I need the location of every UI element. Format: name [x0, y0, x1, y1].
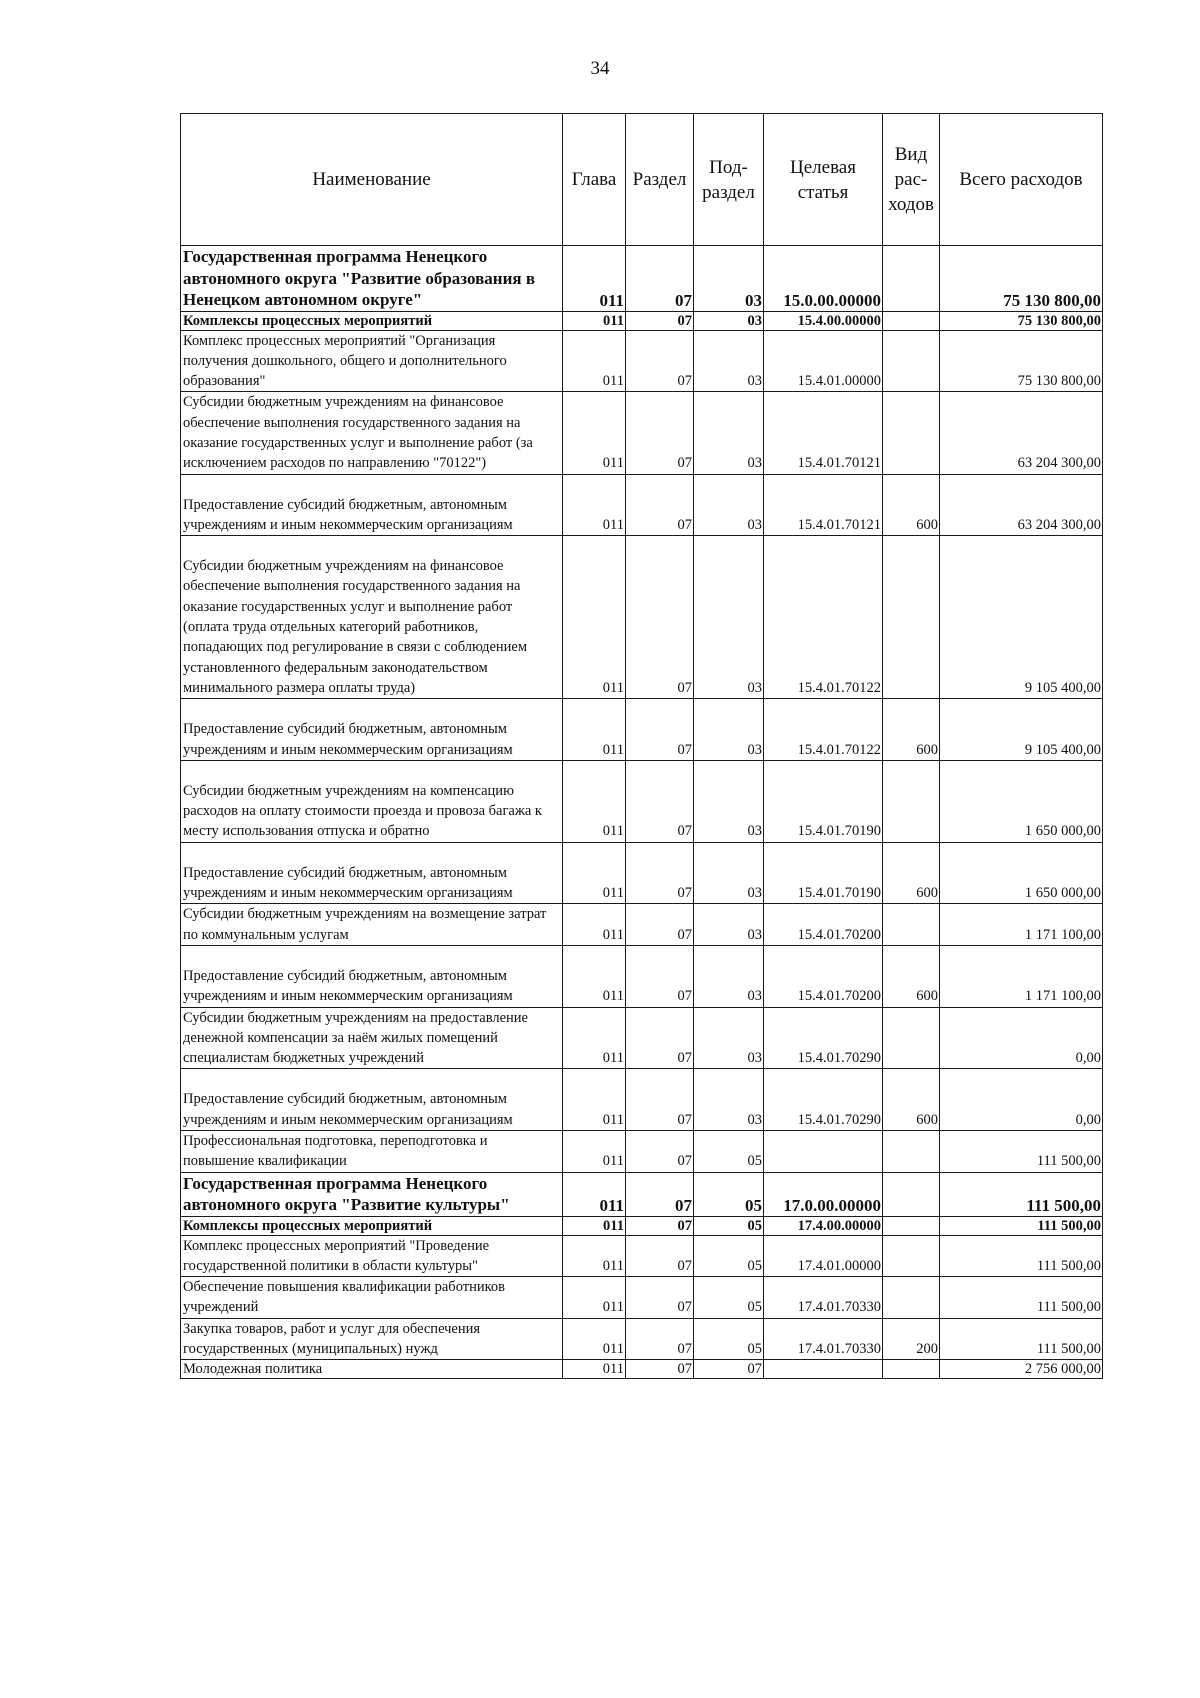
row-razdel: 07	[626, 1069, 694, 1131]
row-razdel: 07	[626, 945, 694, 1007]
row-glava: 011	[563, 311, 626, 330]
row-name-text: Предоставление субсидий бюджетным, автономным учреждениям и иным некоммерческим организациям	[183, 967, 513, 1005]
row-celevaya-statya: 15.4.00.00000	[764, 311, 883, 330]
row-celevaya-statya: 17.4.00.00000	[764, 1216, 883, 1235]
row-celevaya-statya	[764, 1131, 883, 1173]
header-glava: Глава	[563, 114, 626, 246]
row-total: 111 500,00	[940, 1216, 1103, 1235]
row-podrazdel: 03	[694, 536, 764, 699]
row-spacer	[183, 843, 561, 863]
row-vid-rashodov	[883, 1277, 940, 1319]
row-name	[181, 536, 563, 699]
row-razdel: 07	[626, 1172, 694, 1216]
row-celevaya-statya: 15.0.00.00000	[764, 246, 883, 312]
row-name-text: Предоставление субсидий бюджетным, автономным учреждениям и иным некоммерческим организациям	[183, 721, 513, 758]
row-podrazdel: 05	[694, 1235, 764, 1277]
row-name	[181, 945, 563, 1007]
table-row	[181, 330, 1103, 392]
header-razdel: Раздел	[626, 114, 694, 246]
header-total: Всего расходов	[940, 114, 1103, 246]
row-name	[181, 760, 563, 842]
table-row	[181, 1318, 1103, 1360]
row-glava: 011	[563, 699, 626, 761]
row-celevaya-statya: 15.4.01.70121	[764, 474, 883, 536]
row-razdel: 07	[626, 1318, 694, 1360]
row-razdel: 07	[626, 1235, 694, 1277]
table-header-row	[181, 114, 1103, 246]
row-podrazdel: 07	[694, 1360, 764, 1379]
row-name	[181, 474, 563, 536]
row-name-text: Субсидии бюджетным учреждениям на финансовое обеспечение выполнения государственного задания на оказание государственных услуг и выполнение работ (оплата труда отдельных категорий работников, попадающих под регулирование в связи с соблюдением установленного федеральным законодательством минимального размера оплаты труда)	[183, 558, 528, 696]
table-row	[181, 474, 1103, 536]
row-podrazdel: 03	[694, 1069, 764, 1131]
table-row	[181, 1172, 1103, 1216]
row-celevaya-statya: 15.4.01.00000	[764, 330, 883, 392]
row-glava: 011	[563, 842, 626, 904]
header-vid-rashodov: Вид рас-ходов	[883, 114, 940, 246]
row-celevaya-statya: 17.4.01.70330	[764, 1277, 883, 1319]
row-razdel: 07	[626, 392, 694, 474]
row-name	[181, 699, 563, 761]
row-spacer	[183, 946, 561, 966]
row-podrazdel: 05	[694, 1131, 764, 1173]
row-spacer	[183, 536, 561, 556]
row-razdel: 07	[626, 536, 694, 699]
row-podrazdel: 03	[694, 1007, 764, 1069]
row-name-text: Субсидии бюджетным учреждениям на компенсацию расходов на оплату стоимости проезда и провоза багажа к месту использования отпуска и обратно	[183, 782, 542, 840]
row-podrazdel: 03	[694, 392, 764, 474]
row-razdel: 07	[626, 760, 694, 842]
header-celevaya-statya: Целевая статья	[764, 114, 883, 246]
row-total: 1 171 100,00	[940, 945, 1103, 1007]
row-total: 111 500,00	[940, 1277, 1103, 1319]
row-celevaya-statya: 15.4.01.70122	[764, 699, 883, 761]
budget-table	[180, 113, 1103, 1379]
row-vid-rashodov	[883, 392, 940, 474]
row-total: 63 204 300,00	[940, 392, 1103, 474]
row-podrazdel: 05	[694, 1277, 764, 1319]
row-razdel: 07	[626, 330, 694, 392]
row-total: 111 500,00	[940, 1235, 1103, 1277]
row-total: 2 756 000,00	[940, 1360, 1103, 1379]
row-podrazdel: 03	[694, 904, 764, 946]
row-glava: 011	[563, 1131, 626, 1173]
row-name: Молодежная политика	[181, 1360, 563, 1379]
row-total: 63 204 300,00	[940, 474, 1103, 536]
row-celevaya-statya: 15.4.01.70290	[764, 1069, 883, 1131]
row-podrazdel: 05	[694, 1318, 764, 1360]
row-podrazdel: 05	[694, 1216, 764, 1235]
row-name	[181, 842, 563, 904]
row-name: Комплекс процессных мероприятий "Организация получения дошкольного, общего и дополнительного образования"	[181, 330, 563, 392]
row-vid-rashodov	[883, 246, 940, 312]
row-name: Субсидии бюджетным учреждениям на предоставление денежной компенсации за наём жилых помещений специалистам бюджетных учреждений	[181, 1007, 563, 1069]
row-total: 9 105 400,00	[940, 699, 1103, 761]
row-total: 1 171 100,00	[940, 904, 1103, 946]
row-glava: 011	[563, 1277, 626, 1319]
row-name: Обеспечение повышения квалификации работников учреждений	[181, 1277, 563, 1319]
row-name: Государственная программа Ненецкого автономного округа "Развитие культуры"	[181, 1172, 563, 1216]
row-name: Комплексы процессных мероприятий	[181, 311, 563, 330]
row-glava: 011	[563, 1007, 626, 1069]
row-name-text: Предоставление субсидий бюджетным, автономным учреждениям и иным некоммерческим организациям	[183, 864, 513, 902]
table-row	[181, 1007, 1103, 1069]
row-vid-rashodov: 600	[883, 474, 940, 536]
row-vid-rashodov	[883, 1360, 940, 1379]
row-celevaya-statya: 15.4.01.70121	[764, 392, 883, 474]
row-vid-rashodov	[883, 1216, 940, 1235]
row-celevaya-statya: 15.4.01.70200	[764, 945, 883, 1007]
row-spacer	[183, 475, 561, 495]
row-name: Комплексы процессных мероприятий	[181, 1216, 563, 1235]
table-row	[181, 536, 1103, 699]
row-name: Государственная программа Ненецкого автономного округа "Развитие образования в Ненецком автономном округе"	[181, 246, 563, 312]
table-row	[181, 1131, 1103, 1173]
row-total: 1 650 000,00	[940, 760, 1103, 842]
row-podrazdel: 03	[694, 246, 764, 312]
row-podrazdel: 05	[694, 1172, 764, 1216]
row-vid-rashodov	[883, 760, 940, 842]
row-celevaya-statya: 15.4.01.70200	[764, 904, 883, 946]
table-row	[181, 1277, 1103, 1319]
row-celevaya-statya	[764, 1360, 883, 1379]
row-razdel: 07	[626, 474, 694, 536]
row-glava: 011	[563, 246, 626, 312]
row-glava: 011	[563, 1172, 626, 1216]
row-spacer	[183, 1069, 561, 1089]
row-name: Субсидии бюджетным учреждениям на возмещение затрат по коммунальным услугам	[181, 904, 563, 946]
table-row	[181, 246, 1103, 312]
row-vid-rashodov: 600	[883, 1069, 940, 1131]
row-total: 75 130 800,00	[940, 246, 1103, 312]
row-celevaya-statya: 15.4.01.70290	[764, 1007, 883, 1069]
row-glava: 011	[563, 474, 626, 536]
table-row	[181, 1360, 1103, 1379]
row-vid-rashodov	[883, 311, 940, 330]
row-celevaya-statya: 17.4.01.70330	[764, 1318, 883, 1360]
row-name: Закупка товаров, работ и услуг для обеспечения государственных (муниципальных) нужд	[181, 1318, 563, 1360]
row-total: 0,00	[940, 1007, 1103, 1069]
row-celevaya-statya: 15.4.01.70190	[764, 760, 883, 842]
row-razdel: 07	[626, 1131, 694, 1173]
row-total: 111 500,00	[940, 1318, 1103, 1360]
row-podrazdel: 03	[694, 330, 764, 392]
row-vid-rashodov	[883, 1131, 940, 1173]
row-glava: 011	[563, 536, 626, 699]
row-glava: 011	[563, 1235, 626, 1277]
row-vid-rashodov	[883, 330, 940, 392]
row-total: 1 650 000,00	[940, 842, 1103, 904]
row-vid-rashodov	[883, 1172, 940, 1216]
row-name: Профессиональная подготовка, переподготовка и повышение квалификации	[181, 1131, 563, 1173]
row-vid-rashodov	[883, 904, 940, 946]
row-podrazdel: 03	[694, 842, 764, 904]
row-spacer	[183, 761, 561, 781]
row-vid-rashodov: 600	[883, 842, 940, 904]
table-row	[181, 1069, 1103, 1131]
row-name-text: Предоставление субсидий бюджетным, автономным учреждениям и иным некоммерческим организациям	[183, 1091, 513, 1128]
row-podrazdel: 03	[694, 311, 764, 330]
row-total: 111 500,00	[940, 1131, 1103, 1173]
row-celevaya-statya: 15.4.01.70122	[764, 536, 883, 699]
table-row	[181, 1216, 1103, 1235]
table-row	[181, 311, 1103, 330]
page-number: 34	[590, 58, 610, 79]
table-row	[181, 904, 1103, 946]
row-razdel: 07	[626, 842, 694, 904]
header-podrazdel: Под-раздел	[694, 114, 764, 246]
row-celevaya-statya: 15.4.01.70190	[764, 842, 883, 904]
row-celevaya-statya: 17.0.00.00000	[764, 1172, 883, 1216]
row-razdel: 07	[626, 1360, 694, 1379]
row-vid-rashodov: 600	[883, 945, 940, 1007]
row-razdel: 07	[626, 1277, 694, 1319]
row-vid-rashodov	[883, 536, 940, 699]
row-total: 9 105 400,00	[940, 536, 1103, 699]
row-podrazdel: 03	[694, 945, 764, 1007]
row-razdel: 07	[626, 1007, 694, 1069]
table-row	[181, 699, 1103, 761]
row-glava: 011	[563, 1360, 626, 1379]
row-razdel: 07	[626, 1216, 694, 1235]
row-glava: 011	[563, 945, 626, 1007]
row-glava: 011	[563, 1069, 626, 1131]
row-glava: 011	[563, 1216, 626, 1235]
row-name-text: Предоставление субсидий бюджетным, автономным учреждениям и иным некоммерческим организациям	[183, 496, 513, 533]
table-row	[181, 945, 1103, 1007]
row-vid-rashodov	[883, 1007, 940, 1069]
row-podrazdel: 03	[694, 474, 764, 536]
row-podrazdel: 03	[694, 760, 764, 842]
row-razdel: 07	[626, 699, 694, 761]
row-celevaya-statya: 17.4.01.00000	[764, 1235, 883, 1277]
table-row	[181, 392, 1103, 474]
row-name: Субсидии бюджетным учреждениям на финансовое обеспечение выполнения государственного задания на оказание государственных услуг и выполнение работ (за исключением расходов по направлению "70122")	[181, 392, 563, 474]
row-spacer	[183, 699, 561, 719]
row-total: 75 130 800,00	[940, 311, 1103, 330]
row-total: 0,00	[940, 1069, 1103, 1131]
row-glava: 011	[563, 392, 626, 474]
row-glava: 011	[563, 1318, 626, 1360]
row-total: 111 500,00	[940, 1172, 1103, 1216]
row-name: Комплекс процессных мероприятий "Проведение государственной политики в области культуры"	[181, 1235, 563, 1277]
row-vid-rashodov	[883, 1235, 940, 1277]
row-glava: 011	[563, 330, 626, 392]
row-total: 75 130 800,00	[940, 330, 1103, 392]
row-podrazdel: 03	[694, 699, 764, 761]
row-vid-rashodov: 600	[883, 699, 940, 761]
table-row	[181, 760, 1103, 842]
row-glava: 011	[563, 904, 626, 946]
row-razdel: 07	[626, 311, 694, 330]
table-row	[181, 842, 1103, 904]
row-glava: 011	[563, 760, 626, 842]
row-name	[181, 1069, 563, 1131]
row-razdel: 07	[626, 904, 694, 946]
table-row	[181, 1235, 1103, 1277]
header-name: Наименование	[181, 114, 563, 246]
row-vid-rashodov: 200	[883, 1318, 940, 1360]
row-razdel: 07	[626, 246, 694, 312]
